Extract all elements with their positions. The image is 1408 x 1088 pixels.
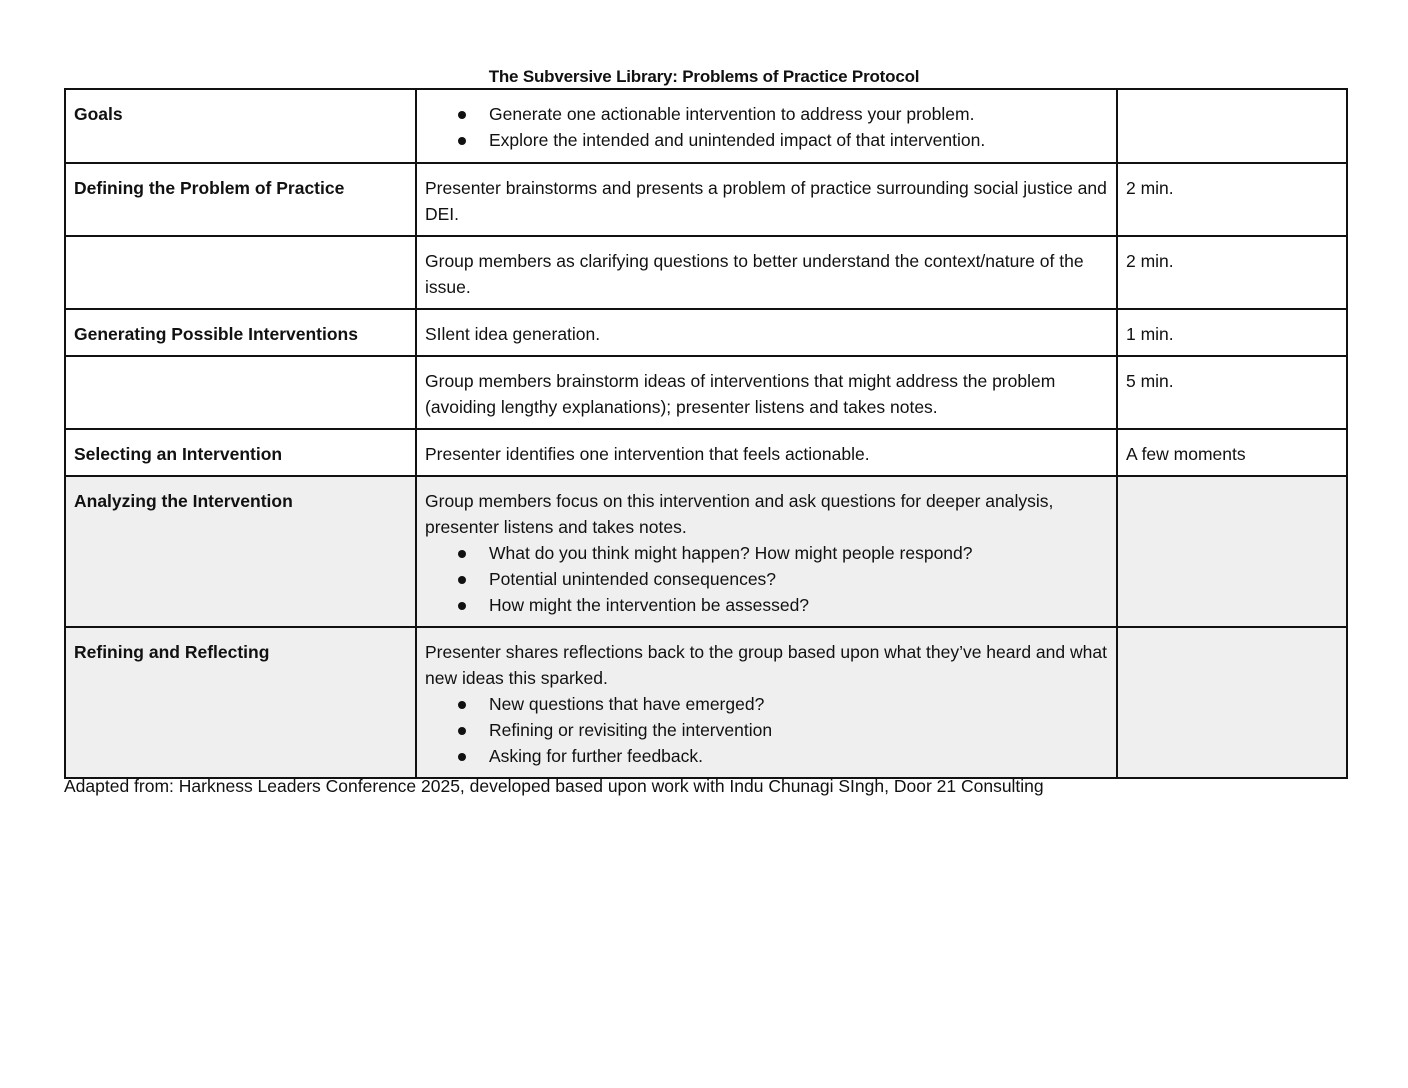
time-cell: 2 min. xyxy=(1117,236,1347,309)
table-row-brainstorm-ideas xyxy=(65,356,1347,429)
description-cell: Presenter brainstorms and presents a problem of practice surrounding social justice and DEI. xyxy=(416,163,1117,236)
description-cell: Group members brainstorm ideas of interventions that might address the problem (avoiding lengthy explanations); presenter listens and takes notes. xyxy=(416,356,1117,429)
time-cell: 2 min. xyxy=(1117,163,1347,236)
description-cell xyxy=(416,476,1117,627)
description-cell xyxy=(416,627,1117,778)
list-item: How might the intervention be assessed? xyxy=(425,592,1108,618)
list-item: Potential unintended consequences? xyxy=(425,566,1108,592)
list-item: Refining or revisiting the intervention xyxy=(425,717,1108,743)
description-cell: SIlent idea generation. xyxy=(416,309,1117,356)
attribution-footnote: Adapted from: Harkness Leaders Conference 2025, developed based upon work with Indu Chunagi SIngh, Door 21 Consulting xyxy=(64,776,1044,796)
description-cell: Group members as clarifying questions to better understand the context/nature of the issue. xyxy=(416,236,1117,309)
phase-cell: Defining the Problem of Practice xyxy=(65,163,416,236)
list-item: Generate one actionable intervention to address your problem. xyxy=(425,101,1108,127)
analysis-questions-list xyxy=(425,540,1108,618)
description-cell: Presenter identifies one intervention that feels actionable. xyxy=(416,429,1117,476)
list-item: Asking for further feedback. xyxy=(425,743,1108,769)
table-row-analyzing-intervention xyxy=(65,476,1347,627)
time-cell: A few moments xyxy=(1117,429,1347,476)
table-row-refining-reflecting xyxy=(65,627,1347,778)
table-row-selecting-intervention xyxy=(65,429,1347,476)
goals-list xyxy=(425,101,1108,153)
table-row-generating-interventions xyxy=(65,309,1347,356)
protocol-table xyxy=(64,88,1348,779)
description-text: Presenter shares reflections back to the group based upon what they’ve heard and what new ideas this sparked. xyxy=(425,642,1107,688)
page-title: The Subversive Library: Problems of Practice Protocol xyxy=(488,67,920,86)
time-cell xyxy=(1117,476,1347,627)
phase-cell xyxy=(65,236,416,309)
phase-cell: Refining and Reflecting xyxy=(65,627,416,778)
list-item: What do you think might happen? How might people respond? xyxy=(425,540,1108,566)
phase-cell: Goals xyxy=(65,89,416,163)
table-row-goals xyxy=(65,89,1347,163)
reflection-list xyxy=(425,691,1108,769)
phase-cell: Selecting an Intervention xyxy=(65,429,416,476)
table-row-clarifying-questions xyxy=(65,236,1347,309)
description-cell xyxy=(416,89,1117,163)
time-cell: 5 min. xyxy=(1117,356,1347,429)
table-row-defining-problem xyxy=(65,163,1347,236)
time-cell: 1 min. xyxy=(1117,309,1347,356)
list-item: Explore the intended and unintended impact of that intervention. xyxy=(425,127,1108,153)
time-cell xyxy=(1117,627,1347,778)
phase-cell: Generating Possible Interventions xyxy=(65,309,416,356)
list-item: New questions that have emerged? xyxy=(425,691,1108,717)
phase-cell xyxy=(65,356,416,429)
time-cell xyxy=(1117,89,1347,163)
description-text: Group members focus on this intervention and ask questions for deeper analysis, presenter listens and takes notes. xyxy=(425,491,1054,537)
phase-cell: Analyzing the Intervention xyxy=(65,476,416,627)
